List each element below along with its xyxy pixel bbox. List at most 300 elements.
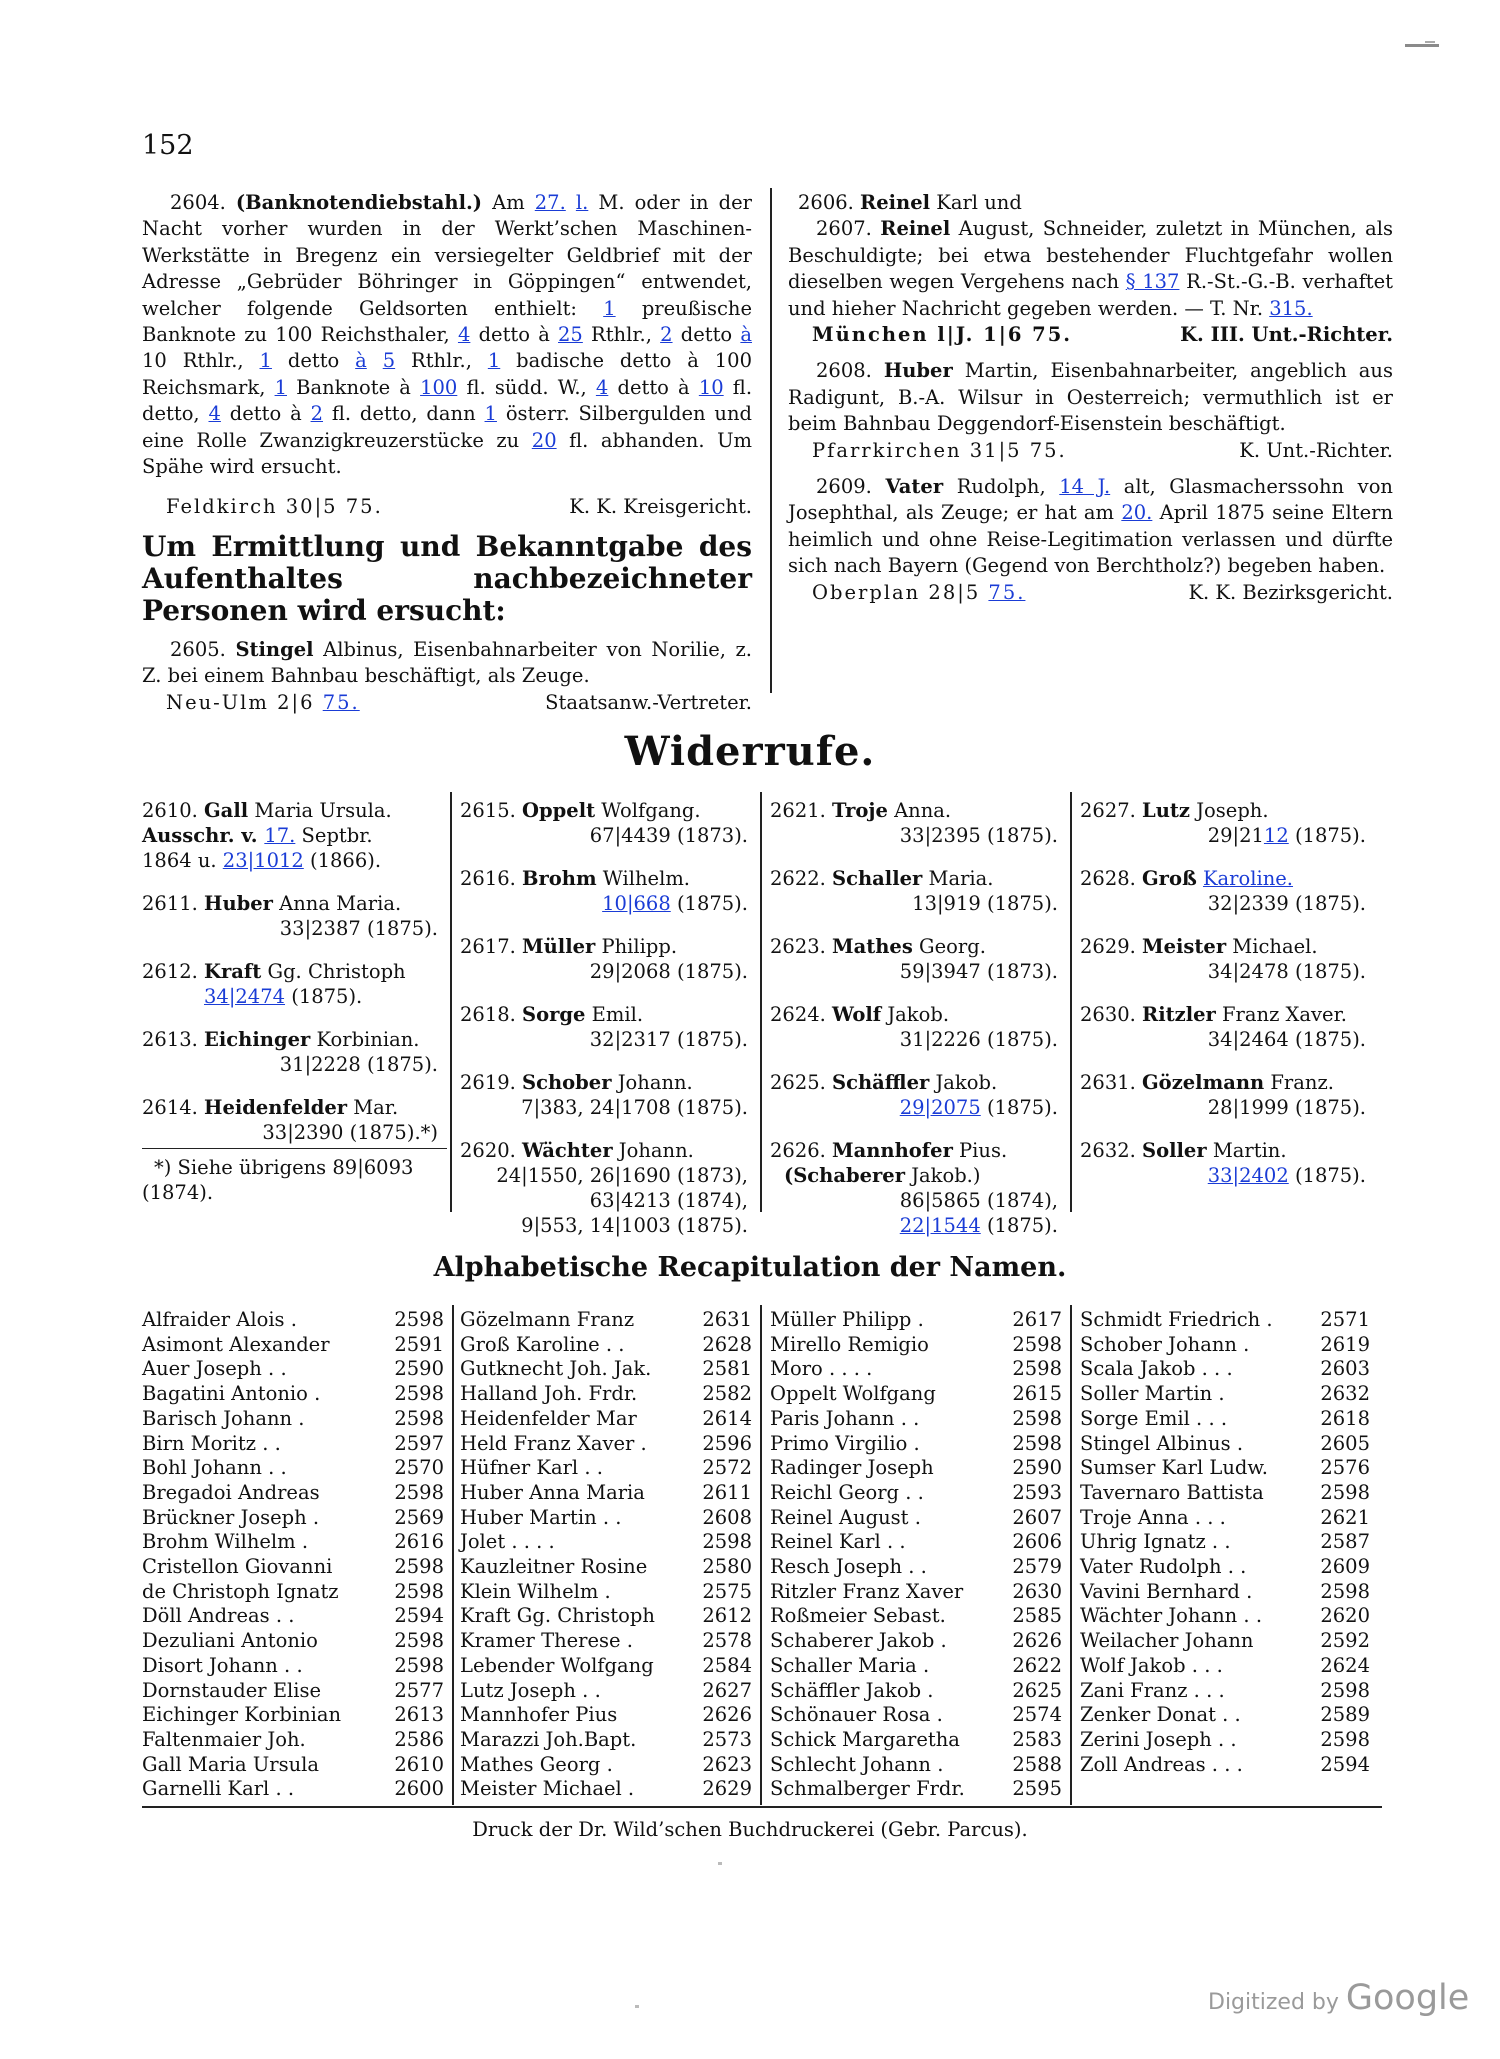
recap-name: Jolet bbox=[460, 1530, 506, 1554]
entry-2619: 2619. Schober Johann. 7|383, 24|1708 (1875). bbox=[460, 1071, 748, 1119]
recap-dots: . bbox=[930, 1703, 943, 1727]
printer-imprint: Druck der Dr. Wild’schen Buchdruckerei (Gebr. Parcus). bbox=[472, 1818, 1028, 1841]
recap-number: 2623 bbox=[702, 1752, 752, 1776]
recap-number: 2576 bbox=[1320, 1456, 1370, 1480]
recap-number: 2574 bbox=[1012, 1703, 1062, 1727]
recap-dots: . . bbox=[902, 1555, 927, 1579]
recap-row bbox=[460, 1308, 752, 1333]
recap-number: 2598 bbox=[1320, 1579, 1370, 1603]
recap-number: 2618 bbox=[1320, 1406, 1370, 1430]
scan-mark bbox=[1425, 41, 1435, 43]
recap-dots: . . bbox=[894, 1406, 920, 1430]
entry-2631: 2631. Gözelmann Franz. 28|1999 (1875). bbox=[1080, 1071, 1366, 1119]
entry-name: Reinel bbox=[860, 191, 931, 214]
recap-name: Halland Joh. Frdr. bbox=[460, 1382, 638, 1406]
recap-number: 2630 bbox=[1012, 1579, 1062, 1603]
recap-number: 2578 bbox=[702, 1629, 752, 1653]
recap-name: Zani Franz bbox=[1080, 1678, 1188, 1702]
recap-name: Groß Karoline bbox=[460, 1332, 600, 1356]
recap-row bbox=[460, 1382, 752, 1407]
recap-name: Birn Moritz bbox=[142, 1431, 257, 1455]
recap-row bbox=[142, 1629, 444, 1654]
recap-row bbox=[1080, 1308, 1370, 1333]
entry-2610: 2610. Gall Maria Ursula. Ausschr. v. 17. Septbr. 1864 u. 23|1012 (1866). bbox=[142, 799, 392, 872]
widerrufe-column-3 bbox=[770, 798, 1062, 1256]
recap-row bbox=[770, 1654, 1062, 1679]
recap-dots: . . . bbox=[1188, 1505, 1226, 1529]
recap-dots: . . bbox=[261, 1357, 287, 1381]
month-link[interactable]: l. bbox=[575, 191, 589, 214]
recap-number: 2586 bbox=[394, 1727, 444, 1751]
recap-name: Eichinger Korbinian bbox=[142, 1703, 342, 1727]
amount-link[interactable]: 1 bbox=[274, 375, 287, 399]
recap-row bbox=[460, 1456, 752, 1481]
recap-number: 2579 bbox=[1012, 1555, 1062, 1579]
amount-link[interactable]: 25 bbox=[558, 323, 583, 347]
recap-row bbox=[1080, 1654, 1370, 1679]
recap-row bbox=[142, 1604, 444, 1629]
recap-number: 2596 bbox=[702, 1431, 752, 1455]
recap-name: Troje Anna bbox=[1080, 1505, 1189, 1529]
recap-dots: . . bbox=[1211, 1727, 1237, 1751]
recap-number: 2629 bbox=[702, 1777, 752, 1801]
name-link[interactable]: Karoline. bbox=[1202, 867, 1294, 890]
recap-dots: . . bbox=[1221, 1555, 1247, 1579]
recap-number: 2585 bbox=[1012, 1604, 1062, 1628]
recap-row bbox=[142, 1777, 444, 1802]
entry-2614: 2614. Heidenfelder Mar. 33|2390 (1875).*) bbox=[142, 1096, 438, 1144]
reference-link[interactable]: 23|1012 bbox=[222, 849, 304, 872]
recap-row bbox=[1080, 1703, 1370, 1728]
recap-dots: . . . . bbox=[505, 1530, 555, 1554]
google-watermark: Digitized by Google bbox=[1208, 1978, 1470, 2018]
recap-row bbox=[770, 1530, 1062, 1555]
recap-number: 2584 bbox=[702, 1653, 752, 1677]
entry-2616: 2616. Brohm Wilhelm. 10|668 (1875). bbox=[460, 867, 748, 915]
entry-name: Stingel bbox=[235, 637, 314, 661]
recap-name: Asimont Alexander bbox=[142, 1332, 330, 1356]
recap-dots: . bbox=[621, 1777, 635, 1801]
widerrufe-column-4 bbox=[1080, 798, 1370, 1206]
recap-name: Garnelli Karl bbox=[142, 1777, 270, 1801]
recap-row bbox=[460, 1506, 752, 1531]
date-link[interactable]: 17. bbox=[264, 824, 296, 847]
recap-row bbox=[142, 1530, 444, 1555]
recap-number: 2608 bbox=[702, 1505, 752, 1529]
recap-number: 2598 bbox=[394, 1629, 444, 1653]
recap-row bbox=[460, 1580, 752, 1605]
recap-number: 2615 bbox=[1012, 1382, 1062, 1406]
recap-row bbox=[460, 1728, 752, 1753]
recap-dots: . bbox=[908, 1505, 921, 1529]
recap-row bbox=[1080, 1357, 1370, 1382]
recap-number: 2590 bbox=[1012, 1456, 1062, 1480]
recap-name: Zenker Donat bbox=[1080, 1703, 1216, 1727]
recap-name: Disort Johann bbox=[142, 1653, 278, 1677]
recap-row bbox=[460, 1753, 752, 1778]
recap-name: Mathes Georg bbox=[460, 1752, 601, 1776]
amount-link[interactable]: 2 bbox=[310, 402, 323, 426]
recap-name: Reinel August bbox=[770, 1505, 909, 1529]
column-divider bbox=[760, 1305, 762, 1805]
recap-name: Klein Wilhelm bbox=[460, 1579, 599, 1603]
amount-link[interactable]: 1 bbox=[259, 349, 272, 373]
entry-2604: 2604. (Banknotendiebstahl.) Am 27. l. M. oder in der Nacht vorher wurden in der Werkt’schen Maschinen-Werkstätte in Bregenz ein versiegelter Geldbrief mit der Adresse „Gebrüder Böhringer in Göppingen“ entwendet, welcher folgende Geldsorten enthielt: 1 preußische Banknote zu 100 Reichsthaler, 4 detto à 25 Rthlr., 2 detto à 10 Rthlr., 1 detto à 5 Rthlr., 1 badische detto à 100 Reichsmark, 1 Banknote à 100 fl. südd. W., 4 detto à 10 fl. detto, 4 detto à 2 fl. detto, dann 1 österr. Silbergulden und eine Rolle Zwanzigkreuzerstücke zu 20 fl. abhanden. Um Spähe wird ersucht. bbox=[142, 191, 753, 479]
recap-dots: . bbox=[1212, 1382, 1225, 1406]
recap-number: 2581 bbox=[702, 1357, 752, 1381]
entry-number: 2604. bbox=[170, 191, 226, 214]
recap-row bbox=[142, 1506, 444, 1531]
amount-link[interactable]: 5 bbox=[382, 349, 396, 373]
right-column-top bbox=[788, 190, 1393, 616]
recap-name: Resch Joseph bbox=[770, 1555, 903, 1579]
recap-name: Cristellon Giovanni bbox=[142, 1555, 333, 1579]
recap-name: Huber Anna Maria bbox=[460, 1480, 645, 1504]
recap-dots: . bbox=[1260, 1308, 1273, 1331]
recap-number: 2626 bbox=[1012, 1629, 1062, 1653]
year-link[interactable]: 75. bbox=[322, 690, 360, 714]
entry-2625: 2625. Schäffler Jakob. 29|2075 (1875). bbox=[770, 1071, 1058, 1119]
amount-link[interactable]: 1 bbox=[487, 349, 501, 373]
recap-dots: . . bbox=[578, 1456, 603, 1480]
entry-2609: 2609. Vater Rudolph, 14 J. alt, Glasmacherssohn von Josephthal, als Zeuge; er hat am 20. April 1875 seine Eltern heimlich und ohne Reise-Legitimation verlassen und dürfte sich nach Bayern (Gegend von Berchtholz?) begeben haben. bbox=[788, 475, 1394, 578]
recap-name: de Christoph Ignatz bbox=[142, 1579, 339, 1603]
reference-link[interactable]: 12 bbox=[1263, 824, 1289, 847]
recap-row bbox=[770, 1308, 1062, 1333]
recap-name: Held Franz Xaver bbox=[460, 1431, 635, 1455]
entry-2620: 2620. Wächter Johann. 24|1550, 26|1690 (1873), 63|4213 (1874), 9|553, 14|1003 (1875). bbox=[460, 1139, 748, 1237]
recap-name: Meister Michael bbox=[460, 1777, 622, 1801]
year-link[interactable]: 75. bbox=[988, 580, 1026, 604]
recap-row bbox=[770, 1382, 1062, 1407]
recap-number: 2583 bbox=[1012, 1727, 1062, 1751]
recap-row bbox=[1080, 1530, 1370, 1555]
signature-line: Neu-Ulm 2|6 75. Staatsanw.-Vertreter. bbox=[166, 690, 752, 714]
scan-mark bbox=[718, 1862, 722, 1865]
recap-name: Roßmeier Sebast. bbox=[770, 1604, 946, 1628]
recap-name: Wächter Johann bbox=[1080, 1604, 1238, 1628]
recap-dots: . . bbox=[256, 1431, 281, 1455]
recap-number: 2594 bbox=[394, 1604, 444, 1628]
amount-link[interactable]: 4 bbox=[457, 323, 471, 347]
recap-number: 2607 bbox=[1012, 1505, 1062, 1529]
signature-line: Feldkirch 30|5 75. K. K. Kreisgericht. bbox=[166, 495, 752, 519]
reference-link[interactable]: 29|2075 bbox=[899, 1096, 981, 1119]
recap-number: 2628 bbox=[702, 1332, 752, 1356]
recap-dots: . . . bbox=[1195, 1357, 1233, 1381]
recap-dots: . bbox=[600, 1752, 613, 1776]
recap-dots: . . bbox=[599, 1332, 625, 1356]
recap-number: 2598 bbox=[394, 1555, 444, 1579]
recap-number: 2592 bbox=[1320, 1629, 1370, 1653]
recap-name: Tavernaro Battista bbox=[1080, 1480, 1264, 1504]
recap-number: 2598 bbox=[394, 1653, 444, 1677]
recap-name: Kramer Therese bbox=[460, 1629, 621, 1653]
recap-number: 2622 bbox=[1012, 1653, 1062, 1677]
recap-name: Schönauer Rosa bbox=[770, 1703, 931, 1727]
recap-number: 2598 bbox=[1012, 1357, 1062, 1381]
recap-dots: . bbox=[598, 1579, 611, 1603]
recap-number: 2571 bbox=[1320, 1308, 1370, 1331]
recap-row bbox=[142, 1703, 444, 1728]
amount-link[interactable]: 2 bbox=[660, 323, 673, 347]
recap-row bbox=[770, 1333, 1062, 1358]
recap-name: Gall Maria Ursula bbox=[142, 1752, 320, 1776]
recap-name: Mirello Remigio bbox=[770, 1332, 929, 1356]
recap-row bbox=[770, 1357, 1062, 1382]
recap-column-2 bbox=[460, 1308, 752, 1802]
recap-name: Vavini Bernhard bbox=[1080, 1579, 1240, 1603]
recap-dots: . bbox=[1239, 1579, 1253, 1603]
recap-number: 2595 bbox=[1012, 1777, 1062, 1801]
amount-link[interactable]: 100 bbox=[420, 375, 458, 399]
recap-name: Lutz Joseph bbox=[460, 1678, 576, 1702]
recap-row bbox=[460, 1333, 752, 1358]
entry-2618: 2618. Sorge Emil. 32|2317 (1875). bbox=[460, 1003, 748, 1051]
entry-2606: 2606. Reinel Karl und bbox=[798, 191, 1022, 214]
recap-name: Schäffler Jakob bbox=[770, 1678, 922, 1702]
signature-line: Oberplan 28|5 75. K. K. Bezirksgericht. bbox=[812, 580, 1393, 604]
recap-number: 2598 bbox=[1012, 1431, 1062, 1455]
recap-name: Stingel Albinus bbox=[1080, 1431, 1231, 1455]
recap-name: Mannhofer Pius bbox=[460, 1703, 618, 1727]
entry-2623: 2623. Mathes Georg. 59|3947 (1873). bbox=[770, 935, 1058, 983]
column-divider bbox=[1070, 792, 1072, 1212]
entry-2621: 2621. Troje Anna. 33|2395 (1875). bbox=[770, 799, 1058, 847]
entry-2627: 2627. Lutz Joseph. 29|2112 (1875). bbox=[1080, 799, 1366, 847]
reference-link[interactable]: 34|2474 bbox=[204, 985, 286, 1008]
recap-number: 2617 bbox=[1012, 1308, 1062, 1331]
entry-name: Huber bbox=[883, 359, 953, 383]
recap-number: 2598 bbox=[1320, 1727, 1370, 1751]
recap-number: 2610 bbox=[394, 1752, 444, 1776]
recap-name: Moro bbox=[770, 1357, 823, 1381]
recap-number: 2569 bbox=[394, 1505, 444, 1529]
recap-row bbox=[1080, 1506, 1370, 1531]
recap-number: 2625 bbox=[1012, 1678, 1062, 1702]
recap-number: 2598 bbox=[394, 1579, 444, 1603]
entry-2629: 2629. Meister Michael. 34|2478 (1875). bbox=[1080, 935, 1366, 983]
recap-dots: . . bbox=[575, 1678, 601, 1702]
entry-2622: 2622. Schaller Maria. 13|919 (1875). bbox=[770, 867, 1058, 915]
entry-2615: 2615. Oppelt Wolfgang. 67|4439 (1873). bbox=[460, 799, 748, 847]
recap-dots: . bbox=[306, 1505, 320, 1529]
recap-dots: . . bbox=[596, 1505, 622, 1529]
recap-number: 2594 bbox=[1320, 1752, 1370, 1776]
recap-row bbox=[142, 1308, 444, 1333]
recap-row bbox=[142, 1382, 444, 1407]
entry-2617: 2617. Müller Philipp. 29|2068 (1875). bbox=[460, 935, 748, 983]
recap-name: Alfraider Alois bbox=[142, 1308, 285, 1331]
amount-link[interactable]: 4 bbox=[208, 402, 221, 426]
recap-row bbox=[1080, 1679, 1370, 1704]
entry-2628: 2628. Groß Karoline. 32|2339 (1875). bbox=[1080, 867, 1366, 915]
recap-name: Barisch Johann bbox=[142, 1406, 293, 1430]
recap-number: 2589 bbox=[1320, 1703, 1370, 1727]
recap-name: Radinger Joseph bbox=[770, 1456, 934, 1480]
recap-number: 2616 bbox=[394, 1530, 444, 1554]
recap-row bbox=[460, 1530, 752, 1555]
recap-dots: . bbox=[931, 1752, 944, 1776]
recap-dots: . bbox=[295, 1530, 309, 1554]
recap-row bbox=[770, 1679, 1062, 1704]
column-divider bbox=[450, 792, 452, 1212]
recap-name: Dezuliani Antonio bbox=[142, 1629, 318, 1653]
recap-name: Schaller Maria bbox=[770, 1653, 917, 1677]
column-divider bbox=[1070, 1305, 1072, 1805]
entry-2613: 2613. Eichinger Korbinian. 31|2228 (1875). bbox=[142, 1028, 438, 1076]
recap-dots: . . . bbox=[1189, 1406, 1228, 1430]
amount-link[interactable]: 1 bbox=[603, 296, 616, 320]
date-link[interactable]: 27. bbox=[534, 191, 566, 214]
amount-link[interactable]: 10 bbox=[698, 375, 724, 399]
recap-row bbox=[770, 1629, 1062, 1654]
recap-number: 2598 bbox=[1320, 1480, 1370, 1504]
recap-number: 2631 bbox=[702, 1308, 752, 1331]
amount-link[interactable]: 1 bbox=[484, 402, 497, 426]
recap-name: Ritzler Franz Xaver bbox=[770, 1579, 964, 1603]
amount-link[interactable]: 20 bbox=[531, 428, 557, 452]
recap-row bbox=[460, 1357, 752, 1382]
recap-row bbox=[460, 1407, 752, 1432]
recap-row bbox=[460, 1654, 752, 1679]
recap-dots: . bbox=[1236, 1332, 1250, 1356]
recap-number: 2591 bbox=[394, 1332, 444, 1356]
recap-dots: . . bbox=[269, 1604, 295, 1628]
recap-row bbox=[770, 1481, 1062, 1506]
recap-number: 2598 bbox=[394, 1480, 444, 1504]
recap-row bbox=[1080, 1629, 1370, 1654]
recap-row bbox=[142, 1728, 444, 1753]
recap-name: Gutknecht Joh. Jak. bbox=[460, 1357, 652, 1381]
recap-number: 2575 bbox=[702, 1579, 752, 1603]
section-title-recapitulation: Alphabetische Recapitulation der Namen. bbox=[433, 1252, 1067, 1283]
recap-row bbox=[460, 1777, 752, 1802]
recap-number: 2598 bbox=[702, 1530, 752, 1554]
recap-name: Müller Philipp bbox=[770, 1308, 912, 1331]
recap-number: 2627 bbox=[702, 1678, 752, 1702]
recap-dots: . bbox=[934, 1629, 947, 1653]
recap-name: Bagatini Antonio bbox=[142, 1382, 308, 1406]
recap-number: 2598 bbox=[1012, 1332, 1062, 1356]
recap-row bbox=[142, 1407, 444, 1432]
recap-name: Reichl Georg bbox=[770, 1480, 900, 1504]
recap-dots: . bbox=[921, 1678, 934, 1702]
recap-row bbox=[142, 1753, 444, 1778]
recap-number: 2609 bbox=[1320, 1555, 1370, 1579]
section-heading: Um Ermittlung und Bekanntgabe des Aufenthaltes nachbezeichneter Personen wird ersucht: bbox=[142, 529, 752, 627]
recap-row bbox=[142, 1679, 444, 1704]
recap-number: 2587 bbox=[1320, 1530, 1370, 1554]
recap-row bbox=[1080, 1753, 1370, 1778]
recap-name: Bohl Johann bbox=[142, 1456, 262, 1480]
recap-number: 2598 bbox=[1012, 1406, 1062, 1430]
date-link[interactable]: 20. bbox=[1121, 501, 1153, 525]
recap-dots: . bbox=[620, 1629, 633, 1653]
recap-dots: . bbox=[1230, 1431, 1244, 1455]
entry-2607: 2607. Reinel August, Schneider, zuletzt in München, als Beschuldigte; bei etwa bestehender Fluchtgefahr wollen dieselben wegen Vergehens nach § 137 R.-St.-G.-B. verhaftet und hieher Nachricht gegeben werden. — T. Nr. 315. bbox=[788, 217, 1394, 320]
recap-dots: . . bbox=[1215, 1703, 1241, 1727]
page-number: 152 bbox=[142, 130, 194, 161]
entry-2605: 2605. Stingel Albinus, Eisenbahnarbeiter von Norilie, z. Z. bei einem Bahnbau beschäftigt, als Zeuge. bbox=[142, 637, 753, 688]
entry-title: (Banknotendiebstahl.) bbox=[235, 191, 483, 214]
entry-2630: 2630. Ritzler Franz Xaver. 34|2464 (1875). bbox=[1080, 1003, 1366, 1051]
recap-number: 2619 bbox=[1320, 1332, 1370, 1356]
recap-dots: . bbox=[292, 1406, 305, 1430]
recap-row bbox=[770, 1604, 1062, 1629]
recap-row bbox=[770, 1703, 1062, 1728]
recap-name: Dornstauder Elise bbox=[142, 1678, 322, 1702]
section-title-widerrufe: Widerrufe. bbox=[624, 728, 876, 775]
recap-number: 2573 bbox=[702, 1727, 752, 1751]
bottom-rule bbox=[142, 1806, 1382, 1808]
recap-name: Zoll Andreas bbox=[1080, 1752, 1206, 1776]
recap-dots: . bbox=[634, 1431, 647, 1455]
paragraph-link[interactable]: § 137 bbox=[1125, 270, 1180, 294]
recap-row bbox=[1080, 1580, 1370, 1605]
amount-link[interactable]: à bbox=[355, 349, 367, 373]
recap-dots: . bbox=[907, 1431, 920, 1455]
recap-row bbox=[142, 1432, 444, 1457]
recap-row bbox=[1080, 1432, 1370, 1457]
recap-name: Soller Martin bbox=[1080, 1382, 1213, 1406]
recap-number: 2572 bbox=[702, 1456, 752, 1480]
recap-row bbox=[770, 1777, 1062, 1802]
recap-number: 2632 bbox=[1320, 1382, 1370, 1406]
recap-row bbox=[770, 1555, 1062, 1580]
recap-dots: . . bbox=[269, 1777, 295, 1801]
recap-row bbox=[142, 1357, 444, 1382]
entry-2624: 2624. Wolf Jakob. 31|2226 (1875). bbox=[770, 1003, 1058, 1051]
widerrufe-column-1 bbox=[142, 798, 442, 1163]
recap-row bbox=[770, 1753, 1062, 1778]
recap-row bbox=[460, 1432, 752, 1457]
reference-link[interactable]: 22|1544 bbox=[899, 1214, 981, 1237]
recap-name: Wolf Jakob bbox=[1080, 1653, 1186, 1677]
amount-link[interactable]: 4 bbox=[595, 375, 609, 399]
age-link[interactable]: 14 J. bbox=[1059, 475, 1111, 499]
reference-link[interactable]: 10|668 bbox=[602, 892, 671, 915]
recap-number: 2614 bbox=[702, 1406, 752, 1430]
reference-link[interactable]: 33|2402 bbox=[1207, 1164, 1289, 1187]
recap-row bbox=[460, 1703, 752, 1728]
recap-row bbox=[1080, 1604, 1370, 1629]
recap-name: Schick Margaretha bbox=[770, 1727, 960, 1751]
recap-row bbox=[770, 1456, 1062, 1481]
column-divider bbox=[760, 792, 762, 1212]
recap-number: 2582 bbox=[702, 1382, 752, 1406]
number-link[interactable]: 315. bbox=[1269, 296, 1313, 320]
recap-name: Brohm Wilhelm bbox=[142, 1530, 296, 1554]
recap-number: 2611 bbox=[702, 1480, 752, 1504]
recap-name: Vater Rudolph bbox=[1080, 1555, 1222, 1579]
recap-name: Schober Johann bbox=[1080, 1332, 1237, 1356]
recap-name: Primo Virgilio bbox=[770, 1431, 908, 1455]
recap-name: Heidenfelder Mar bbox=[460, 1406, 637, 1430]
recap-name: Marazzi Joh.Bapt. bbox=[460, 1727, 637, 1751]
amount-link[interactable]: à bbox=[740, 323, 753, 347]
recap-dots: . . bbox=[1205, 1530, 1231, 1554]
recap-number: 2598 bbox=[394, 1382, 444, 1406]
entry-2626: 2626. Mannhofer Pius. (Schaberer Jakob.) 86|5865 (1874), 22|1544 (1875). bbox=[770, 1139, 1058, 1237]
recap-row bbox=[1080, 1555, 1370, 1580]
recap-name: Kraft Gg. Christoph bbox=[460, 1604, 655, 1628]
recap-row bbox=[142, 1555, 444, 1580]
recap-row bbox=[460, 1629, 752, 1654]
recap-name: Kauzleitner Rosine bbox=[460, 1555, 648, 1579]
recap-number: 2600 bbox=[394, 1777, 444, 1801]
recap-dots: . bbox=[284, 1308, 297, 1331]
